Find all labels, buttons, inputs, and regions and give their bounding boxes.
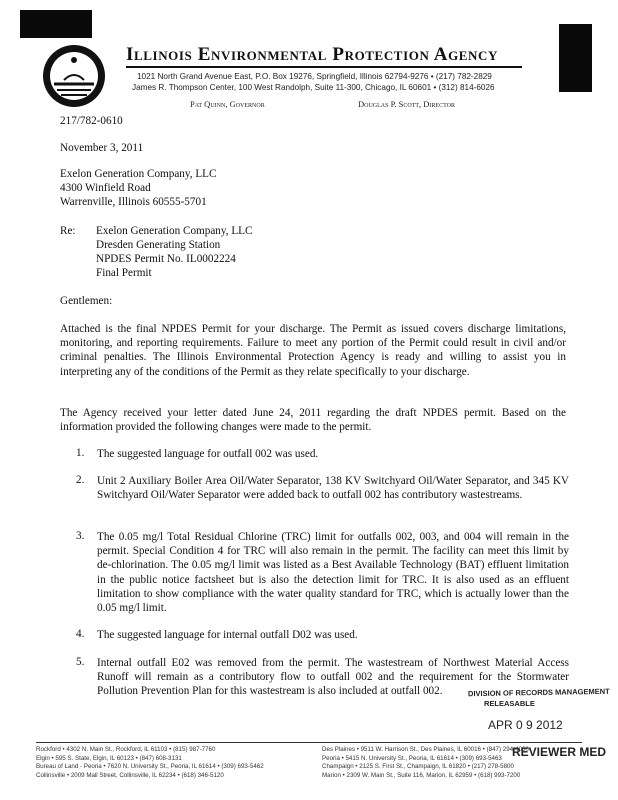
re-label: Re: bbox=[60, 225, 76, 237]
recipient-street: 4300 Winfield Road bbox=[60, 182, 151, 194]
re-station: Dresden Generating Station bbox=[96, 239, 221, 251]
footer-office: Collinsville • 2009 Mall Street, Collinsville, IL 62234 • (618) 346-5120 bbox=[36, 771, 224, 779]
item-text: Internal outfall E02 was removed from the permit. The wastestream of Northwest Material Access Runoff will remain as a contributory flow to outfall 002 and the requirement for the Stormwater Pollution Prevention Plan for this wastestream is also included at outfall 002. bbox=[97, 657, 569, 698]
re-company: Exelon Generation Company, LLC bbox=[96, 225, 253, 237]
footer-office: Marion • 2309 W. Main St., Suite 116, Marion, IL 62959 • (618) 993-7200 bbox=[322, 771, 521, 779]
item-text: Unit 2 Auxiliary Boiler Area Oil/Water Separator, 138 KV Switchyard Oil/Water Separator, and 345 KV Switchyard Oil/Water Separator were added back to outfall 002 has contributory wastestreams. bbox=[97, 475, 569, 502]
agency-address-chicago: James R. Thompson Center, 100 West Randolph, Suite 11-300, Chicago, IL 60601 • (312) 814-6026 bbox=[132, 83, 495, 92]
redaction-block-top-right bbox=[559, 24, 592, 92]
item-number: 5. bbox=[76, 656, 85, 668]
redaction-block-top-left bbox=[20, 10, 92, 38]
governor-name: Pat Quinn, Governor bbox=[190, 99, 265, 109]
footer-rule bbox=[36, 742, 582, 743]
footer-office: Champaign • 2125 S. First St., Champaign, IL 61820 • (217) 278-5800 bbox=[322, 763, 514, 771]
item-text: The suggested language for outfall 002 was used. bbox=[97, 448, 319, 460]
letter-date: November 3, 2011 bbox=[60, 142, 144, 154]
item-number: 2. bbox=[76, 474, 85, 486]
phone-number: 217/782-0610 bbox=[60, 115, 123, 127]
paragraph-permit-attached: Attached is the final NPDES Permit for your discharge. The Permit as issued covers discharge limitations, monitoring, and reporting requirements. Failure to meet any portion of the Permit could result in civil and/or criminal penalties. The Illinois Environmental Protection Agency is ready and willing to assist you in interpreting any of the conditions of the Permit as they relate specifically to your discharge. bbox=[60, 323, 566, 378]
agency-name: Illinois Environmental Protection Agency bbox=[126, 44, 499, 65]
re-final-permit: Final Permit bbox=[96, 267, 152, 279]
item-number: 4. bbox=[76, 628, 85, 640]
agency-address-springfield: 1021 North Grand Avenue East, P.O. Box 19276, Springfield, Illinois 62794-9276 • (217) 782-2829 bbox=[137, 72, 492, 81]
footer-office: Bureau of Land - Peoria • 7620 N. University St., Peoria, IL 61614 • (309) 693-5462 bbox=[36, 763, 264, 771]
releasable-stamp: RELEASABLE bbox=[484, 699, 535, 708]
reviewer-stamp: REVIEWER MED bbox=[512, 745, 607, 759]
footer-offices-left bbox=[36, 746, 264, 780]
re-permit-number: NPDES Permit No. IL0002224 bbox=[96, 253, 236, 265]
salutation: Gentlemen: bbox=[60, 295, 113, 307]
agency-seal-logo bbox=[42, 44, 106, 108]
director-name: Douglas P. Scott, Director bbox=[358, 99, 455, 109]
footer-office: Rockford • 4302 N. Main St., Rockford, IL 61103 • (815) 987-7760 bbox=[36, 746, 216, 753]
footer-office: Des Plaines • 9511 W. Harrison St., Des Plaines, IL 60016 • (847) 294-4000 bbox=[322, 746, 529, 753]
stamp-date: APR 0 9 2012 bbox=[488, 718, 563, 732]
paragraph-agency-response: The Agency received your letter dated June 24, 2011 regarding the draft NPDES permit. Based on the information provided the following changes were made to the permit. bbox=[60, 407, 566, 434]
footer-office: Peoria • 5415 N. University St., Peoria, IL 61614 • (309) 693-5463 bbox=[322, 754, 502, 762]
item-text: The suggested language for internal outfall D02 was used. bbox=[97, 629, 358, 641]
records-management-stamp: DIVISION OF RECORDS MANAGEMENT bbox=[467, 686, 610, 699]
item-text: The 0.05 mg/l Total Residual Chlorine (TRC) limit for outfalls 002, 003, and 004 will remain in the permit. Special Condition 4 for TRC will also remain in the permit. The facility can meet this limit by de-chlorination. The 0.05 mg/l limit was listed as a Best Available Technology (BAT) effluent limitation in the public notice factsheet but is also the detection limit for TRC. It is also used as an effluent limitation to show compliance with the water quality standard for TRC, which is actually lower than the 0.05 mg/l limit. bbox=[97, 531, 569, 615]
recipient-company: Exelon Generation Company, LLC bbox=[60, 168, 217, 180]
item-number: 1. bbox=[76, 447, 85, 459]
letterhead-rule bbox=[126, 66, 522, 68]
item-number: 3. bbox=[76, 530, 85, 542]
footer-office: Elgin • 595 S. State, Elgin, IL 60123 • (847) 608-3131 bbox=[36, 754, 182, 762]
recipient-city: Warrenville, Illinois 60555-5701 bbox=[60, 196, 207, 208]
footer-offices-right bbox=[322, 746, 529, 780]
